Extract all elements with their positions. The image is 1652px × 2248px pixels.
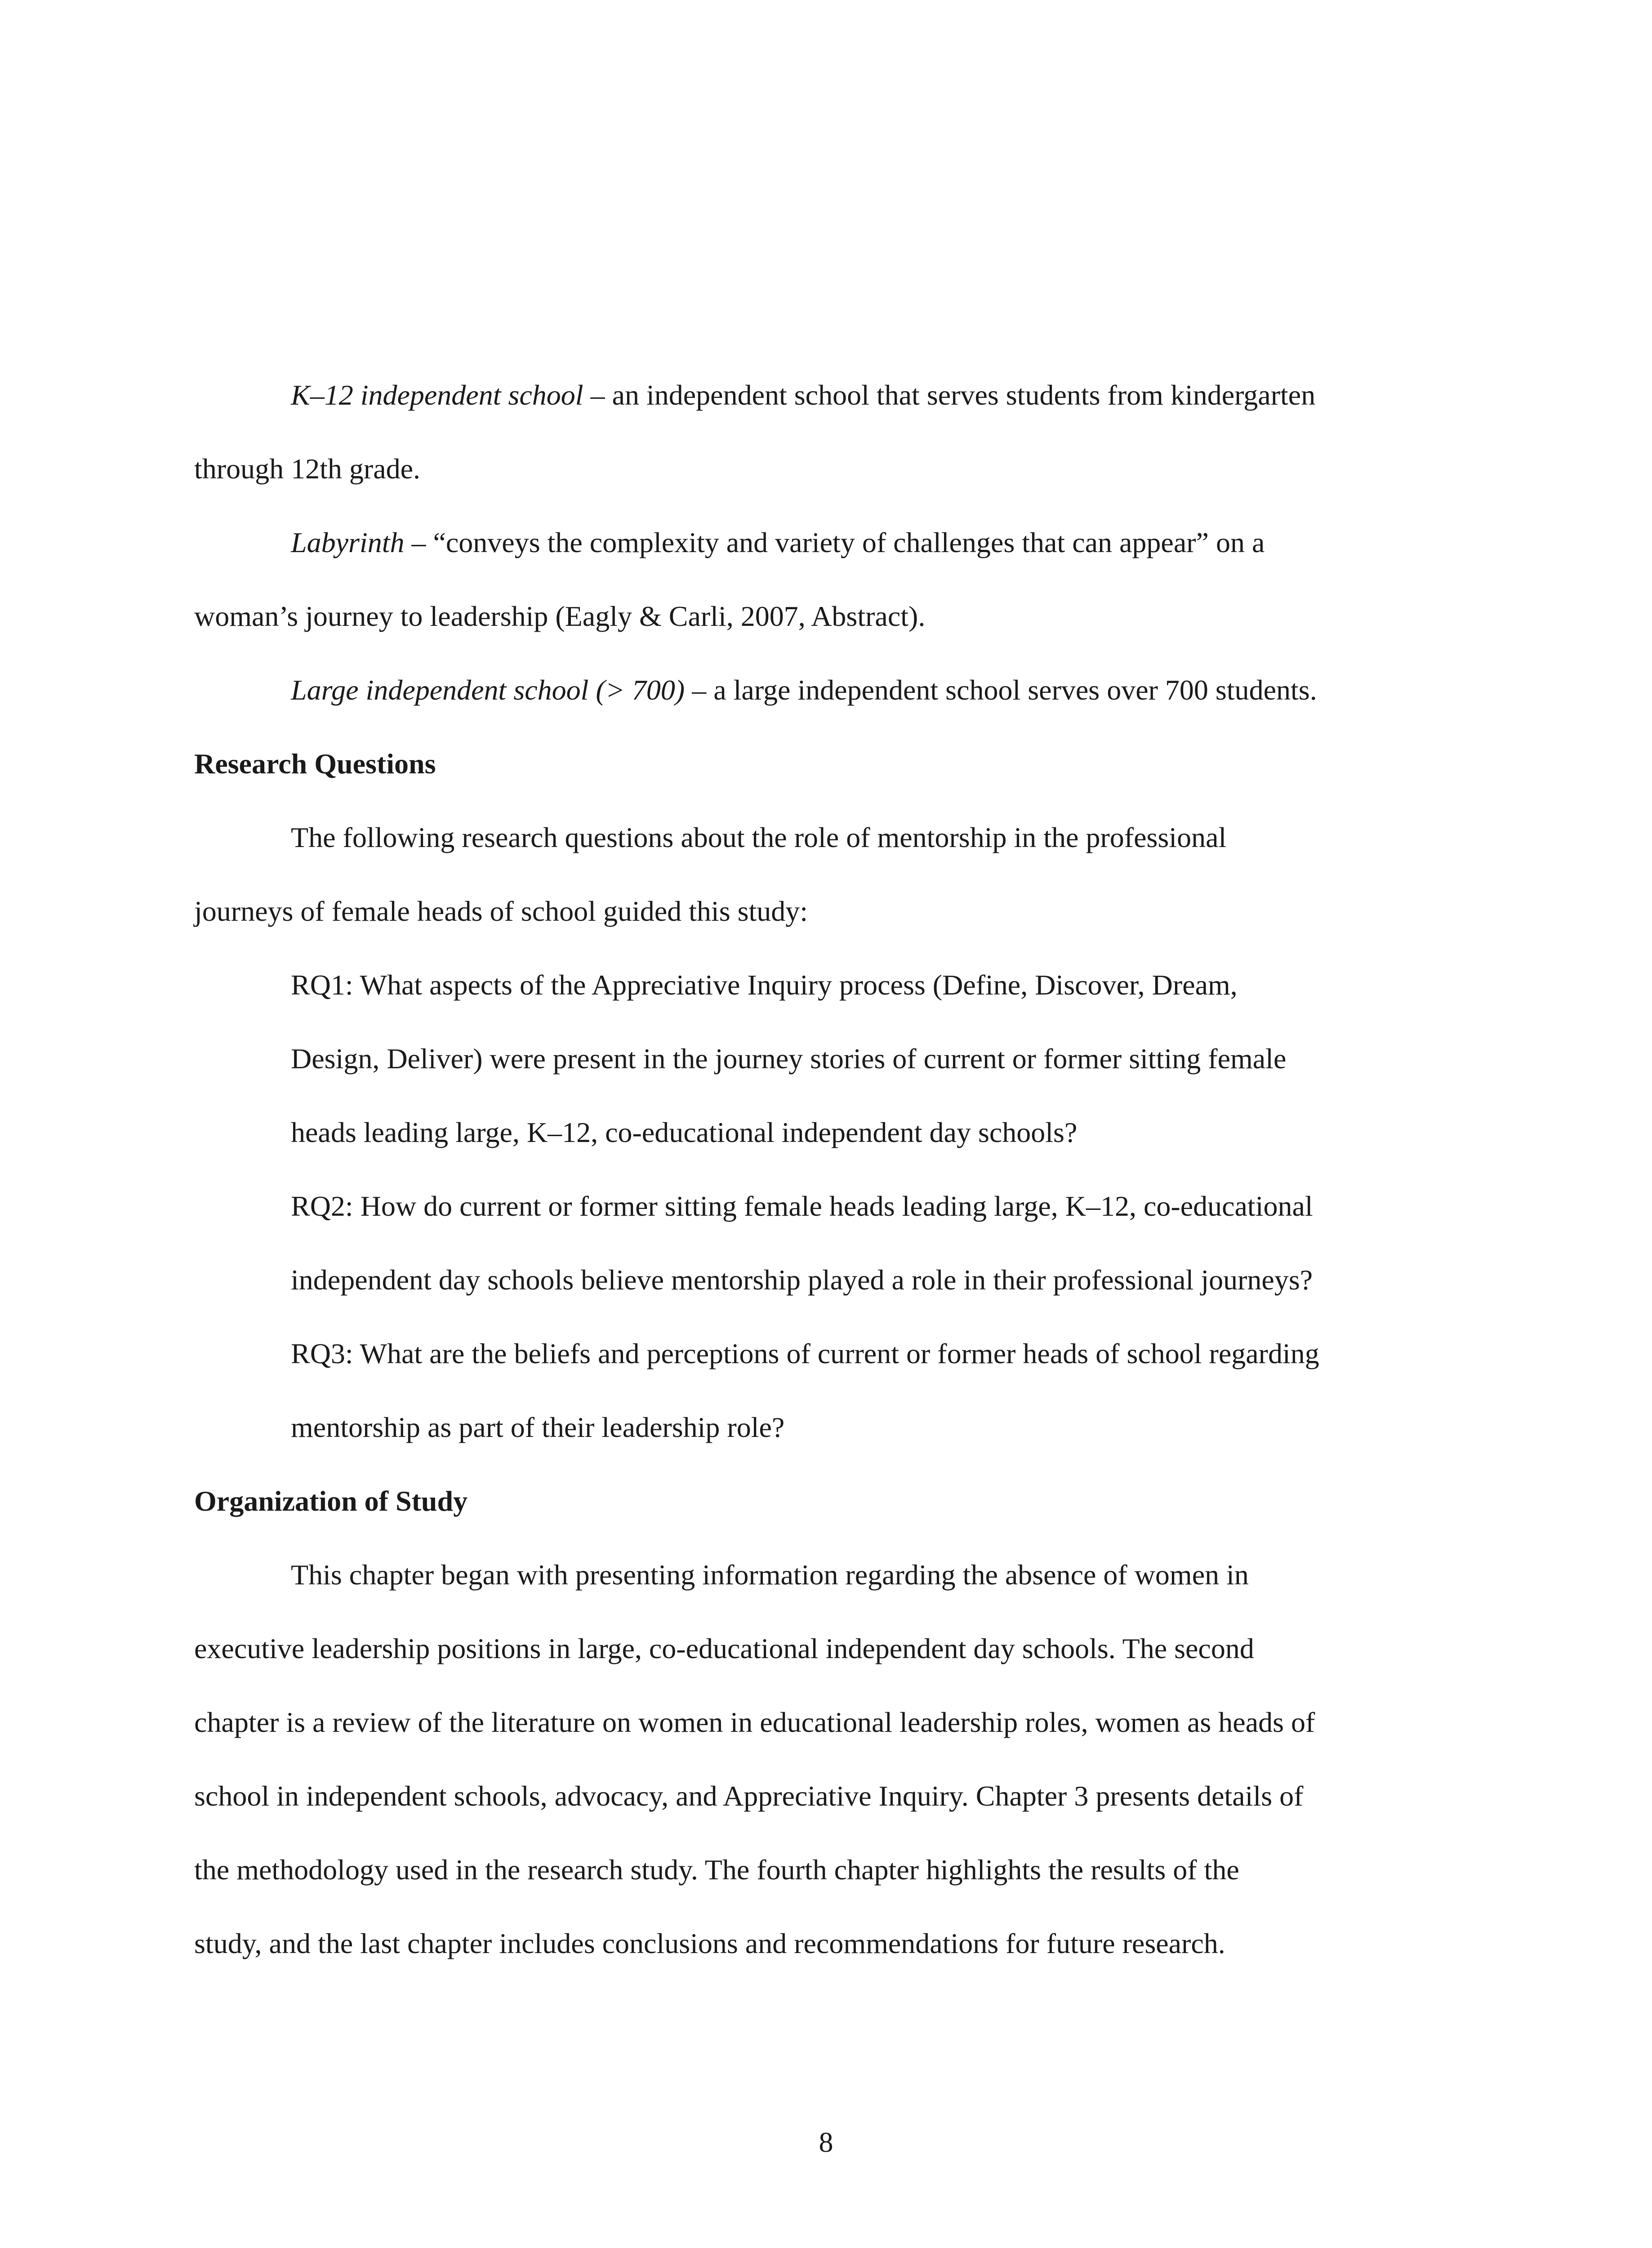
rq1-line2: Design, Deliver) were present in the journey stories of current or former sitting female [291, 1043, 1287, 1075]
research-intro-line1: The following research questions about the role of mentorship in the professional [291, 821, 1227, 853]
definition-dash: – [404, 526, 433, 558]
definition-text: a large independent school serves over 700 students. [713, 674, 1317, 706]
research-questions-heading: Research Questions [194, 748, 436, 780]
organization-heading: Organization of Study [194, 1485, 468, 1517]
organization-line1: This chapter began with presenting information regarding the absence of women in [291, 1559, 1249, 1591]
rq3-line2: mentorship as part of their leadership role? [291, 1411, 785, 1443]
rq3-line1: RQ3: What are the beliefs and perceptions of current or former heads of school regarding [291, 1338, 1319, 1369]
definition-term: Labyrinth [291, 526, 405, 558]
organization-line6: study, and the last chapter includes conclusions and recommendations for future research. [194, 1927, 1225, 1959]
research-intro-line2: journeys of female heads of school guided this study: [194, 895, 808, 927]
definition-labyrinth-line2: woman’s journey to leadership (Eagly & Carli, 2007, Abstract). [194, 600, 926, 632]
definition-k12-line2: through 12th grade. [194, 453, 420, 485]
body-text [194, 358, 1462, 1980]
organization-line3: chapter is a review of the literature on women in educational leadership roles, women as heads of [194, 1706, 1315, 1738]
page-number: 8 [819, 2126, 833, 2158]
definition-text: an independent school that serves students from kindergarten [612, 379, 1316, 411]
rq2-line2: independent day schools believe mentorship played a role in their professional journeys? [291, 1264, 1313, 1296]
definition-labyrinth-line1 [194, 506, 1462, 580]
definition-term: Large independent school (> 700) [291, 674, 685, 706]
definition-k12-line1 [194, 358, 1462, 432]
rq1-line3: heads leading large, K–12, co-educational independent day schools? [291, 1116, 1078, 1148]
definition-term: K–12 independent school [291, 379, 583, 411]
organization-line4: school in independent schools, advocacy, and Appreciative Inquiry. Chapter 3 presents details of [194, 1780, 1304, 1812]
organization-line2: executive leadership positions in large, co-educational independent day schools. The second [194, 1632, 1254, 1664]
definition-dash: – [685, 674, 714, 706]
definition-dash: – [583, 379, 612, 411]
organization-line5: the methodology used in the research study. The fourth chapter highlights the results of the [194, 1854, 1239, 1886]
rq1-line1: RQ1: What aspects of the Appreciative Inquiry process (Define, Discover, Dream, [291, 969, 1238, 1001]
definition-text: “conveys the complexity and variety of challenges that can appear” on a [433, 526, 1265, 558]
rq2-line1: RQ2: How do current or former sitting female heads leading large, K–12, co-educational [291, 1190, 1313, 1222]
definition-large-school-line1 [194, 653, 1462, 727]
